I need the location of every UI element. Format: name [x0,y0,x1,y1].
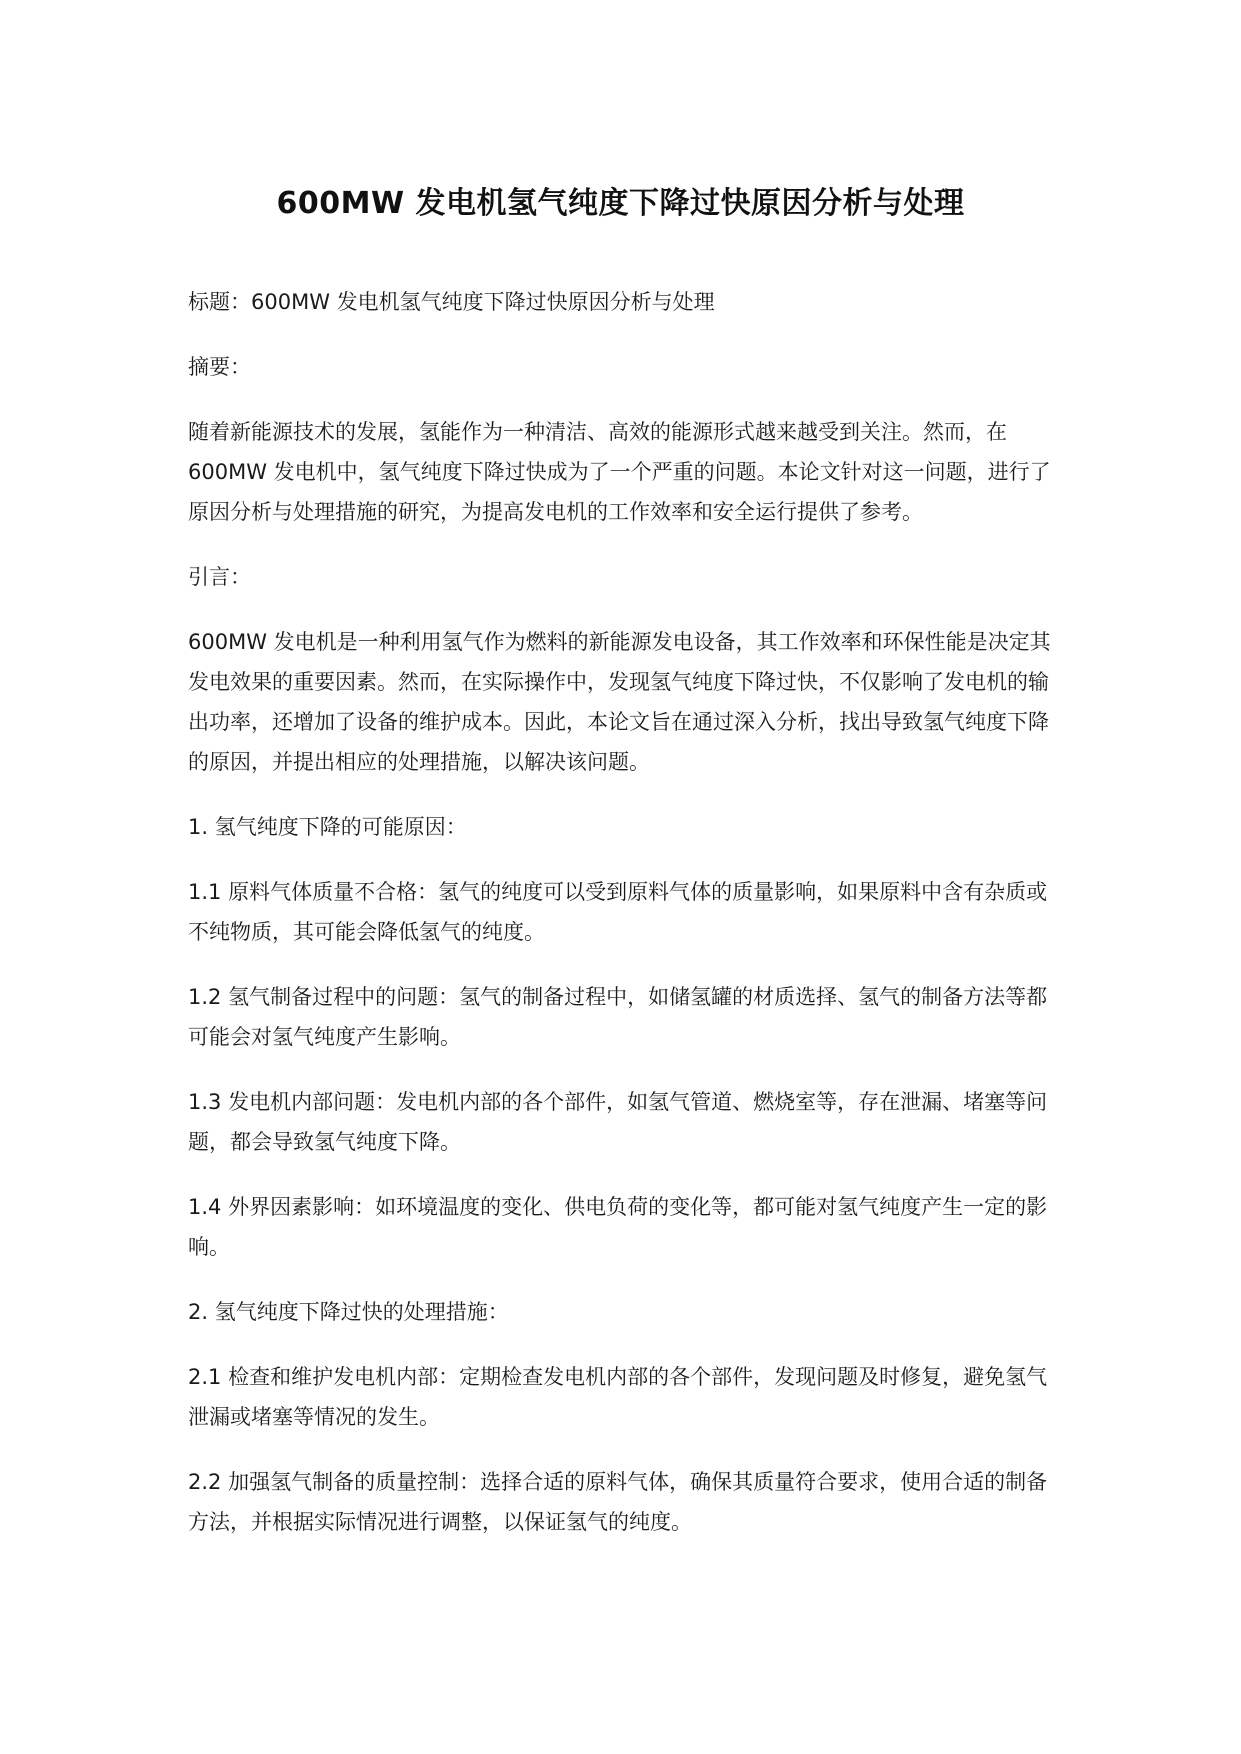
section-2-1: 2.1 检查和维护发电机内部：定期检查发电机内部的各个部件，发现问题及时修复，避免氢气泄漏或堵塞等情况的发生。 [188,1365,1048,1429]
title-line: 标题：600MW 发电机氢气纯度下降过快原因分析与处理 [188,290,715,314]
abstract-text: 随着新能源技术的发展，氢能作为一种清洁、高效的能源形式越来越受到关注。然而，在 600MW 发电机中，氢气纯度下降过快成为了一个严重的问题。本论文针对这一问题，进行了原因分析与处理措施的研究，为提高发电机的工作效率和安全运行提供了参考。 [188,420,1051,524]
section-1-heading: 1. 氢气纯度下降的可能原因： [188,815,467,839]
section-1-2: 1.2 氢气制备过程中的问题：氢气的制备过程中，如储氢罐的材质选择、氢气的制备方法等都可能会对氢气纯度产生影响。 [188,985,1048,1049]
page-title: 600MW 发电机氢气纯度下降过快原因分析与处理 [276,186,965,221]
introduction-heading: 引言： [188,565,251,589]
introduction-text: 600MW 发电机是一种利用氢气作为燃料的新能源发电设备，其工作效率和环保性能是决定其发电效果的重要因素。然而，在实际操作中，发现氢气纯度下降过快，不仅影响了发电机的输出功率，还增加了设备的维护成本。因此，本论文旨在通过深入分析，找出导致氢气纯度下降的原因，并提出相应的处理措施，以解决该问题。 [188,630,1051,774]
section-1-4: 1.4 外界因素影响：如环境温度的变化、供电负荷的变化等，都可能对氢气纯度产生一定的影响。 [188,1195,1048,1259]
section-2-2: 2.2 加强氢气制备的质量控制：选择合适的原料气体，确保其质量符合要求，使用合适的制备方法，并根据实际情况进行调整，以保证氢气的纯度。 [188,1470,1048,1534]
section-1-3: 1.3 发电机内部问题：发电机内部的各个部件，如氢气管道、燃烧室等，存在泄漏、堵塞等问题，都会导致氢气纯度下降。 [188,1090,1048,1154]
section-1-1: 1.1 原料气体质量不合格：氢气的纯度可以受到原料气体的质量影响，如果原料中含有杂质或不纯物质，其可能会降低氢气的纯度。 [188,880,1048,944]
document-body [188,282,1068,1567]
abstract-heading: 摘要： [188,355,251,379]
section-2-heading: 2. 氢气纯度下降过快的处理措施： [188,1300,509,1324]
